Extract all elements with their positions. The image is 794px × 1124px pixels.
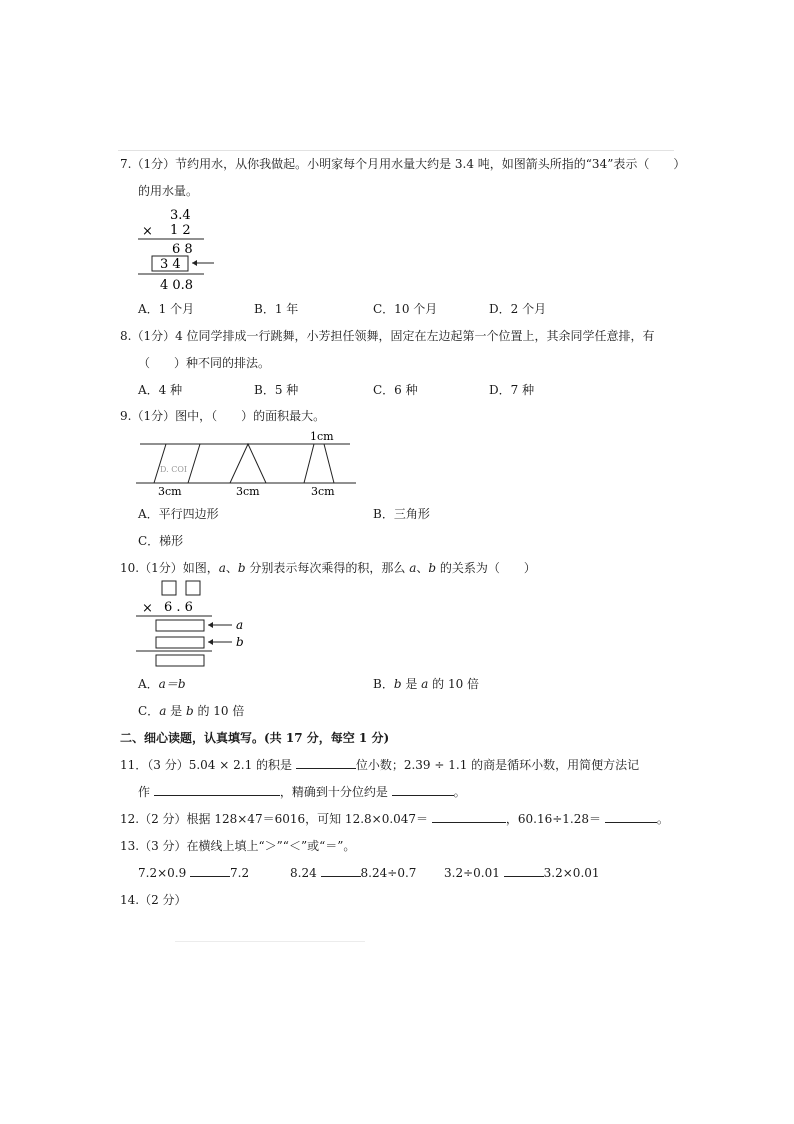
q7-stem-line2: 的用水量。 [138, 184, 199, 198]
q10-label-b: b [236, 635, 244, 649]
q13-item-3-blank[interactable] [504, 865, 544, 877]
q9-base-label-2: 3cm [236, 485, 260, 498]
q10-option-c-prefix: C． [138, 704, 160, 718]
q13-item-1-left: 7.2×0.9 [138, 866, 191, 880]
q10-stem-var-b2: b [428, 561, 437, 575]
q13-item-2-blank[interactable] [321, 865, 361, 877]
q10-arrow-a-icon [208, 622, 213, 628]
q7-option-b[interactable]: B．1 年 [254, 302, 299, 316]
q7-multiplicand: 3.4 [170, 208, 191, 223]
q8-option-b[interactable]: B．5 种 [254, 383, 299, 397]
q9-trapezoid-shape [304, 444, 334, 483]
q11-line2-post: 。 [453, 785, 466, 799]
q10-product-b-box [156, 637, 204, 648]
q9-watermark: D. COI [160, 465, 188, 474]
q7-multiplication-figure [130, 205, 240, 295]
q14-stem: 14.（2 分） [120, 893, 187, 907]
q10-option-c-mid: 是 [166, 704, 186, 718]
q9-top-length-label: 1cm [310, 430, 334, 443]
q8-option-c[interactable]: C．6 种 [373, 383, 418, 397]
q10-option-b-post: 的 10 倍 [428, 677, 480, 691]
q7-stem-line1: 7.（1分）节约用水，从你我做起。小明家每个月用水量大约是 3.4 吨，如图箭头所指的“34”表示（ ） [120, 157, 686, 171]
q12-pre: 12.（2 分）根据 128×47＝6016，可知 12.8×0.047＝ [120, 812, 432, 826]
q10-option-b-var-b: b [393, 677, 402, 691]
q10-times-sign: × [142, 601, 153, 616]
q9-option-a[interactable]: A．平行四边形 [138, 507, 219, 521]
q10-option-b-mid: 是 [401, 677, 422, 691]
q8-option-a[interactable]: A．4 种 [138, 383, 183, 397]
q8-stem-line2: （ ）种不同的排法。 [138, 356, 271, 370]
q13-item-2-left: 8.24 [290, 866, 321, 880]
top-divider [118, 150, 674, 151]
q11-line1-pre: 11．（3 分）5.04 × 2.1 的积是 [120, 758, 296, 772]
q9-shapes-figure [136, 428, 366, 500]
q8-stem-line1: 8.（1分）4 位同学排成一行跳舞，小芳担任领舞，固定在左边起第一个位置上，其余同学任意排，有 [120, 329, 655, 343]
q7-partial1: 6 8 [172, 242, 193, 257]
q7-partial2: 3 4 [160, 257, 181, 272]
bottom-divider [175, 941, 365, 942]
q10-stem [120, 560, 536, 576]
q10-option-c[interactable] [138, 703, 244, 719]
q13-item-2-right: 8.24÷0.7 [360, 866, 417, 880]
q13-item-1-right: 7.2 [230, 866, 250, 880]
section2-heading: 二、细心读题，认真填写。(共 17 分，每空 1 分) [120, 731, 390, 745]
q7-multiplier: 1 2 [170, 223, 191, 238]
q10-arrow-b-icon [208, 639, 213, 645]
q10-option-a-prefix: A． [138, 677, 159, 691]
q13-item-1 [138, 865, 249, 881]
q10-option-a[interactable] [138, 676, 186, 692]
q7-option-a[interactable]: A．1 个月 [138, 302, 195, 316]
q12-blank-2[interactable] [605, 811, 657, 823]
q7-times-sign: × [142, 224, 153, 239]
q9-base-label-1: 3cm [158, 485, 182, 498]
q10-option-c-var-a: a [159, 704, 167, 718]
q11-blank-1[interactable] [296, 757, 356, 769]
q10-option-b[interactable] [373, 676, 479, 692]
q10-stem-var-b: b [237, 561, 246, 575]
q7-product: 4 0.8 [160, 278, 194, 293]
q10-option-b-var-a: a [421, 677, 429, 691]
q10-multiplication-figure [132, 578, 252, 670]
q11-line1 [120, 757, 639, 773]
q13-item-3-right: 3.2×0.01 [543, 866, 600, 880]
q9-triangle-shape [230, 444, 266, 483]
q10-digit-box-2 [186, 581, 200, 595]
q9-option-c[interactable]: C．梯形 [138, 534, 184, 548]
q12-line [120, 811, 669, 827]
q7-arrow-icon [192, 260, 197, 266]
q10-stem-post: 的关系为（ ） [436, 561, 536, 575]
q10-stem-mid2: 分别表示每次乘得的积，那么 [245, 561, 410, 575]
q10-digit-box-1 [162, 581, 176, 595]
q11-blank-2[interactable] [154, 784, 280, 796]
q9-base-label-3: 3cm [311, 485, 335, 498]
q10-option-a-expr: a＝b [158, 677, 186, 691]
q10-stem-pre: 10.（1分）如图， [120, 561, 219, 575]
q10-stem-var-a2: a [409, 561, 417, 575]
q13-stem: 13.（3 分）在横线上填上“＞”“＜”或“＝”。 [120, 839, 356, 853]
q11-line2 [138, 784, 466, 800]
q13-item-3-left: 3.2÷0.01 [444, 866, 504, 880]
q8-option-d[interactable]: D．7 种 [489, 383, 535, 397]
q9-option-b[interactable]: B．三角形 [373, 507, 430, 521]
q13-item-1-blank[interactable] [190, 865, 230, 877]
q12-blank-1[interactable] [432, 811, 506, 823]
q11-line2-pre: 作 [138, 785, 154, 799]
q10-stem-var-a: a [218, 561, 226, 575]
q11-line1-mid: 位小数；2.39 ÷ 1.1 的商是循环小数，用简便方法记 [355, 758, 640, 772]
q10-stem-mid3: 、 [416, 561, 429, 575]
q9-stem: 9.（1分）图中，（ ）的面积最大。 [120, 409, 326, 423]
q12-mid: ，60.16÷1.28＝ [505, 812, 605, 826]
q9-parallelogram-shape [154, 444, 200, 483]
q11-blank-3[interactable] [392, 784, 454, 796]
q11-line2-mid: ，精确到十分位约是 [279, 785, 392, 799]
q7-option-c[interactable]: C．10 个月 [373, 302, 438, 316]
q10-option-c-post: 的 10 倍 [193, 704, 245, 718]
q13-item-2 [290, 865, 416, 881]
q10-label-a: a [236, 618, 244, 632]
q10-option-c-var-b: b [185, 704, 194, 718]
q13-item-3 [444, 865, 600, 881]
q10-product-a-box [156, 620, 204, 631]
q10-final-product-box [156, 655, 204, 666]
q7-option-d[interactable]: D．2 个月 [489, 302, 547, 316]
q12-post: 。 [656, 812, 669, 826]
q10-stem-mid1: 、 [225, 561, 238, 575]
q10-option-b-prefix: B． [373, 677, 394, 691]
q10-multiplier: 6 . 6 [164, 600, 193, 615]
